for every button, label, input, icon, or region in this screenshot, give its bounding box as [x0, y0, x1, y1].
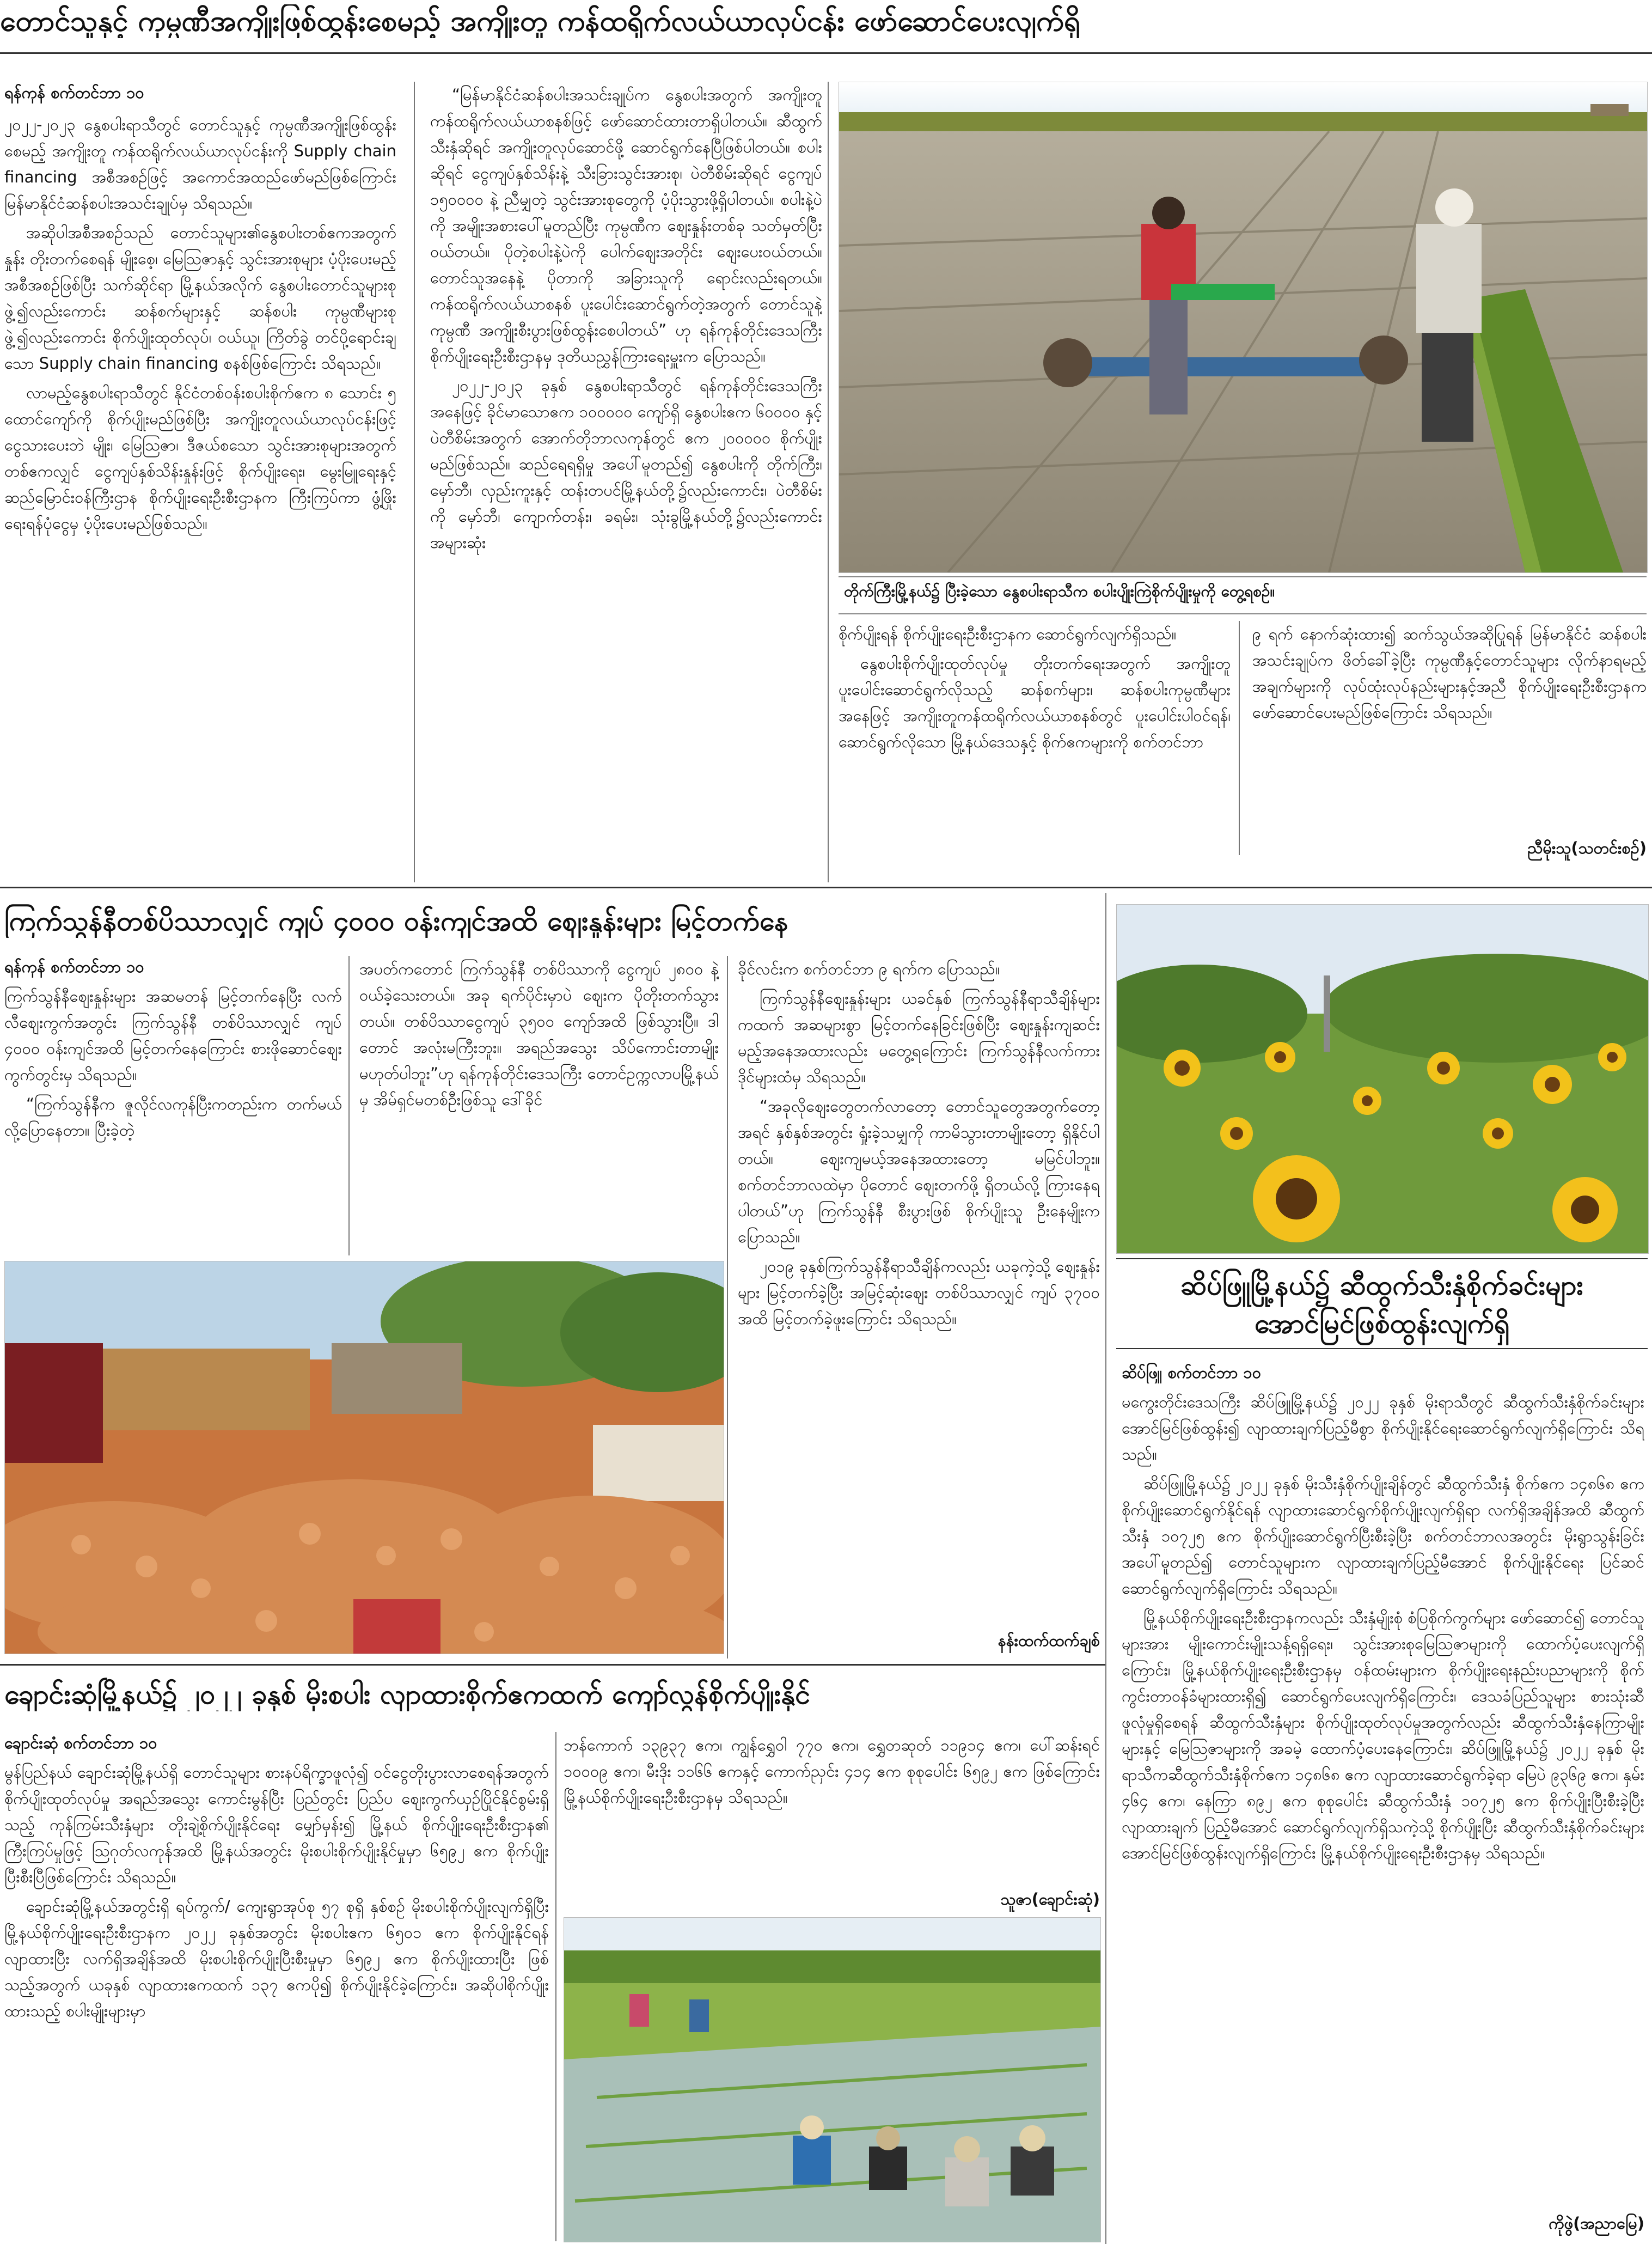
article4-paragraph: မွန်ပြည်နယ် ချောင်းဆုံမြို့နယ်ရှိ တောင်သူများ စားနပ်ရိက္ခာဖူလုံ၍ ဝင်ငွေတိုးပွားလာစေရန်အတွက် စိုက်ပျိုးထုတ်လုပ်မှု အရည်အသွေး ကောင်းမွန်ပြီး ပြည်တွင်း ပြည်ပ စျေးကွက်ယှဉ်ပြိုင်နိုင်စွမ်းရှိသည့် ကုန်ကြမ်းသီးနှံများ တိုးချဲ့စိုက်ပျိုးနိုင်ရေး မျှော်မှန်း၍ မြို့နယ် စိုက်ပျိုးရေးဦးစီးဌာန၏ ကြီးကြပ်မှုဖြင့် ဩဂုတ်လကုန်အထိ မြို့နယ်အတွင်း မိုးစပါးစိုက်ပျိုးနိုင်မှုမှာ ၆၅၉၂ ဧက စိုက်ပျိုးပြီးစီးပြီဖြစ်ကြောင်း သိရသည်။: [4, 1763, 549, 1886]
article2-column-2: [359, 956, 719, 1255]
article2-paragraph: အပတ်ကတောင် ကြက်သွန်နီ တစ်ပိဿာကို ငွေကျပ် ၂၈၀၀ နဲ့ ဝယ်ခဲ့သေးတယ်။ အခု ရက်ပိုင်းမှာပဲ စျေးက ပိုတိုးတက်သွားတယ်။ တစ်ပိဿာငွေကျပ် ၃၅၀၀ ကျော်အထိ ဖြစ်သွားပြီ။ ဒါတောင် အလုံးမကြီးဘူး။ အရည်အသွေး သိပ်ကောင်းတာမျိုး မဟုတ်ပါဘူး”ဟု ရန်ကုန်တိုင်းဒေသကြီး တောင်ဥက္ကလာပမြို့နယ်မှ အိမ်ရှင်မတစ်ဦးဖြစ်သူ ဒေါ်ခိုင်: [359, 960, 719, 1109]
article2-byline: နန်းထက်ထက်ချစ်: [998, 1631, 1100, 1650]
article2-column-1: [4, 983, 342, 1255]
article2-dateline: ရန်ကုန် စက်တင်ဘာ ၁၀: [4, 958, 144, 976]
rice-field-photo-caption: တိုက်ကြီးမြို့နယ်၌ ပြီးခဲ့သော နွေစပါးရာသီက စပါးပျိုးကြဲစိုက်ပျိုးမှုကို တွေ့ရစဉ်။: [844, 582, 1275, 600]
article4-byline: သူဇာ(ချောင်းဆုံ): [1000, 1890, 1100, 1908]
section-rule: [0, 1664, 1105, 1666]
article2-paragraph: ၂၀၁၉ ခုနှစ်ကြက်သွန်နီရာသီချိန်ကလည်း ယခုကဲ့သို့ စျေးနှုန်းများ မြင့်တက်ခဲ့ပြီး အမြင့်ဆုံးစျေး တစ်ပိဿာလျှင် ကျပ် ၃၇၀၀ အထိ မြင့်တက်ခဲ့ဖူးကြောင်း သိရသည်။: [738, 1257, 1100, 1328]
article1-column-2: [430, 82, 822, 882]
section-rule: [1116, 1348, 1648, 1349]
column-divider: [727, 956, 728, 1658]
article3-paragraph: မကွေးတိုင်းဒေသကြီး ဆိပ်ဖြူမြို့နယ်၌ ၂၀၂၂ ခုနှစ် မိုးရာသီတွင် ဆီထွက်သီးနှံစိုက်ခင်းများအောင်မြင်ဖြစ်ထွန်း၍ လျာထားချက်ပြည့်မီစွာ စိုက်ပျိုးနိုင်ရေးဆောင်ရွက်လျက်ရှိကြောင်း သိရသည်။: [1122, 1393, 1644, 1464]
article3-byline: ကိုဖွဲ(အညာမြေ): [1549, 2214, 1644, 2233]
article3-body: [1122, 1389, 1644, 2206]
article1-paragraph: ၂၀၂၂-၂၀၂၃ ခုနှစ် နွေစပါးရာသီတွင် ရန်ကုန်တိုင်းဒေသကြီးအနေဖြင့် ခိုင်မာသောဧက ၁၀၀၀၀၀ ကျော်ရှိ နွေစပါးဧက ၆၀၀၀၀ နှင့် ပဲတီစိမ်းအတွက် အောက်တိုဘာလကုန်တွင် ဧက ၂၀၀၀၀၀ စိုက်ပျိုးမည်ဖြစ်သည်။ ဆည်ရေရရှိမှု အပေါ်မူတည်၍ နွေစပါးကို တိုက်ကြီး၊ မှော်ဘီ၊ လှည်းကူးနှင့် ထန်းတပင်မြို့နယ်တို့၌လည်းကောင်း၊ ပဲတီစိမ်းကို မှော်ဘီ၊ ကျောက်တန်း၊ ခရမ်း၊ သုံးခွမြို့နယ်တို့၌လည်းကောင်း အများဆုံး: [430, 376, 822, 552]
article4-dateline: ချောင်းဆုံ စက်တင်ဘာ ၁၀: [4, 1734, 157, 1752]
page-divider: [1105, 893, 1106, 2244]
paddy-planting-photo: [564, 1917, 1101, 2242]
article1-headline: တောင်သူနှင့် ကုမ္ပဏီအကျိုးဖြစ်ထွန်းစေမည့် အကျိုးတူ ကန်ထရိုက်လယ်ယာလုပ်ငန်း ဖော်ဆောင်ပေးလျက်ရှိ: [0, 5, 1080, 38]
article3-paragraph: ဆိပ်ဖြူမြို့နယ်၌ ၂၀၂၂ ခုနှစ် မိုးသီးနှံစိုက်ပျိုးချိန်တွင် ဆီထွက်သီးနှံ စိုက်ဧက ၁၄၈၆၈ ဧက စိုက်ပျိုးဆောင်ရွက်နိုင်ရန် လျာထားဆောင်ရွက်စိုက်ပျိုးလျက်ရှိရာ လက်ရှိအချိန်အထိ ဆီထွက်သီးနှံ ၁၀၇၂၅ ဧက စိုက်ပျိုးဆောင်ရွက်ပြီးစီးခဲ့ပြီး စက်တင်ဘာလအတွင်း မိုးရွာသွန်းခြင်းအပေါ်မူတည်၍ တောင်သူများက လျာထားချက်ပြည့်မီအောင် စိုက်ပျိုးနိုင်ရေး ပြင်ဆင်ဆောင်ရွက်လျက်ရှိကြောင်း သိရသည်။: [1122, 1474, 1644, 1597]
column-divider: [555, 1732, 556, 2241]
article4-paragraph: ချောင်းဆုံမြို့နယ်အတွင်းရှိ ရပ်ကွက်/ ကျေးရွာအုပ်စု ၅၇ စုရှိ နှစ်စဉ် မိုးစပါးစိုက်ပျိုးလျက်ရှိပြီး မြို့နယ်စိုက်ပျိုးရေးဦးစီးဌာနက ၂၀၂၂ ခုနှစ်အတွင်း မိုးစပါးဧက ၆၅၀၁ ဧက စိုက်ပျိုးနိုင်ရန် လျာထားပြီး လက်ရှိအချိန်အထိ မိုးစပါးစိုက်ပျိုးပြီးစီးမှုမှာ ၆၅၉၂ ဧက စိုက်ပျိုးထားပြီး ဖြစ်သည့်အတွက် ယခုနှစ် လျာထားဧကထက် ၁၃၇ ဧကပို၍ စိုက်ပျိုးနိုင်ခဲ့ကြောင်း၊ အဆိုပါစိုက်ပျိုးထားသည့် စပါးမျိုးများမှာ: [4, 1897, 549, 2020]
article2-paragraph: “အခုလိုစျေးတွေတက်လာတော့ တောင်သူတွေအတွက်တော့ အရင် နှစ်နှစ်အတွင်း ရှုံးခဲ့သမျှကို ကာမိသွားတာမျိုးတော့ ရှိနိုင်ပါတယ်။ စျေးကျမယ့်အနေအထားတော့ မမြင်ပါဘူး။ စက်တင်ဘာလထဲမှာ ပိုတောင် စျေးတက်ဖို့ ရှိတယ်လို့ ကြားနေရပါတယ်”ဟု ကြက်သွန်နီ စီးပွားဖြစ် စိုက်ပျိုးသူ ဦးနေမျိုးက ပြောသည်။: [738, 1097, 1100, 1246]
sunflower-field-photo: [1116, 904, 1649, 1254]
article3-headline-line-2: အောင်မြင်ဖြစ်ထွန်းလျက်ရှိ: [1254, 1308, 1510, 1339]
article1-paragraph: နွေစပါးစိုက်ပျိုးထုတ်လုပ်မှု တိုးတက်ရေးအတွက် အကျိုးတူပူးပေါင်းဆောင်ရွက်လိုသည့် ဆန်စက်များ၊ ဆန်စပါးကုမ္ပဏီများအနေဖြင့် အကျိုးတူကန်ထရိုက်လယ်ယာစနစ်တွင် ပူးပေါင်းပါဝင်ရန်၊ ဆောင်ရွက်လိုသော မြို့နယ်ဒေသနှင့် စိုက်ဧကများကို စက်တင်ဘာ: [839, 654, 1231, 751]
rice-field-photo: [839, 82, 1648, 573]
article1-byline: ညီမိုးသူ(သတင်းစဉ်): [1527, 839, 1647, 857]
article4-headline: ချောင်းဆုံမြို့နယ်၌ ၂၀၂၂ ခုနှစ် မိုးစပါး လျာထားစိုက်ဧကထက် ကျော်လွန်စိုက်ပျိုးနိုင်: [4, 1679, 811, 1710]
article1-dateline: ရန်ကုန် စက်တင်ဘာ ၁၀: [4, 83, 144, 102]
article2-paragraph: ကြက်သွန်နီစျေးနှုန်းများ ယခင်နှစ် ကြက်သွန်နီရာသီချိန်များကထက် အဆများစွာ မြင့်တက်နေခြင်းဖြစ်ပြီး စျေးနှုန်းကျဆင်းမည့်အနေအထားလည်း မတွေ့ရကြောင်း ကြက်သွန်နီလက်ကားဒိုင်များထံမှ သိရသည်။: [738, 989, 1100, 1086]
column-divider: [414, 82, 415, 882]
article1-column-3: [839, 621, 1231, 855]
section-rule: [0, 887, 1652, 888]
article1-paragraph: “မြန်မာနိုင်ငံဆန်စပါးအသင်းချုပ်က နွေစပါးအတွက် အကျိုးတူကန်ထရိုက်လယ်ယာစနစ်ဖြင့် ဖော်ဆောင်ထားတာရှိပါတယ်။ ဆီထွက်သီးနှံဆိုရင် အကျိုးတူလုပ်ဆောင်ဖို့ ဆောင်ရွက်နေပြီဖြစ်ပါတယ်။ စပါးဆိုရင် ငွေကျပ်နှစ်သိန်းနဲ့ သီးခြားသွင်းအားစု၊ ပဲတီစိမ်းဆိုရင် ငွေကျပ် ၁၅၀၀၀၀ နဲ့ ညီမျှတဲ့ သွင်းအားစုတွေကို ပံ့ပိုးသွားဖို့ရှိပါတယ်။ စပါးနဲ့ပဲကို အမျိုးအစားပေါ်မူတည်ပြီး ကုမ္ပဏီက စျေးနှုန်းတစ်ခု သတ်မှတ်ပြီးဝယ်တယ်။ ပိုတဲ့စပါးနဲ့ပဲကို ပေါက်စျေးအတိုင်း စျေးပေးဝယ်တယ်။ တောင်သူအနေနဲ့ ပိုတာကို အခြားသူကို ရောင်းလည်းရတယ်။ ကန်ထရိုက်လယ်ယာစနစ် ပူးပေါင်းဆောင်ရွက်တဲ့အတွက် တောင်သူနဲ့ ကုမ္ပဏီ အကျိုးစီးပွားဖြစ်ထွန်းစေပါတယ်” ဟု ရန်ကုန်တိုင်းဒေသကြီး စိုက်ပျိုးရေးဦးစီးဌာနမှ ဒုတိယညွှန်ကြားရေးမှူးက ပြောသည်။: [430, 86, 822, 365]
article1-paragraph: စိုက်ပျိုးရန် စိုက်ပျိုးရေးဦးစီးဌာနက ဆောင်ရွက်လျက်ရှိသည်။: [839, 625, 1177, 643]
headline-rule: [0, 52, 1652, 54]
article4-paragraph: ဘန်ကောက် ၁၃၉၃၇ ဧက၊ ကျွန်ရွှေဝါ ၇၇၀ ဧက၊ ရွှေတဆုတ် ၁၁၉၁၄ ဧက၊ ပေါ်ဆန်းရင် ၁၀၀၀၉ ဧက၊ မီးဒိုး ၁၁၆၆ ဧကနှင့် ကောက်ညှင်း ၄၁၄ ဧက စုစုပေါင်း ၆၅၉၂ ဧက ဖြစ်ကြောင်း မြို့နယ်စိုက်ပျိုးရေးဦးစီးဌာနမှ သိရသည်။: [564, 1736, 1100, 1807]
column-divider: [348, 956, 350, 1255]
photo-caption-box: [839, 576, 1647, 614]
article3-headline-line-1: ဆိပ်ဖြူမြို့နယ်၌ ဆီထွက်သီးနှံစိုက်ခင်းများ: [1180, 1270, 1584, 1301]
article2-paragraph: ခိုင်လင်းက စက်တင်ဘာ ၉ ရက်က ပြောသည်။: [738, 960, 1000, 978]
article1-paragraph: ၂၀၂၂-၂၀၂၃ နွေစပါးရာသီတွင် တောင်သူနှင့် ကုမ္ပဏီအကျိုးဖြစ်ထွန်းစေမည့် အကျိုးတူ ကန်ထရိုက်လယ်ယာလုပ်ငန်းကို Supply chain financing အစီအစဉ်ဖြင့် အကောင်အထည်ဖော်မည်ဖြစ်ကြောင်း မြန်မာနိုင်ငံဆန်စပါးအသင်းချုပ်မှ သိရသည်။: [4, 115, 396, 212]
column-divider: [1239, 621, 1240, 855]
article1-paragraph: လာမည့်နွေစပါးရာသီတွင် နိုင်ငံတစ်ဝန်းစပါးစိုက်ဧက ၈ သောင်း ၅ ထောင်ကျော်ကို စိုက်ပျိုးမည်ဖြစ်ပြီး အကျိုးတူလယ်ယာလုပ်ငန်းဖြင့် ငွေသားပေးဘဲ မျိုး၊ မြေသြဇာ၊ ဒီဇယ်စသော သွင်းအားစုများအတွက် တစ်ဧကလျှင် ငွေကျပ်နှစ်သိန်းနှုန်းဖြင့် စိုက်ပျိုးရေး၊ မွေးမြူရေးနှင့် ဆည်မြောင်းဝန်ကြီးဌာန စိုက်ပျိုးရေးဦးစီးဌာနက ကြီးကြပ်ကာ ဖွံ့ဖြိုးရေးရန်ပုံငွေမှ ပံ့ပိုးပေးမည်ဖြစ်သည်။: [4, 383, 396, 533]
article3-paragraph: မြို့နယ်စိုက်ပျိုးရေးဦးစီးဌာနကလည်း သီးနှံမျိုးစုံ စံပြစိုက်ကွက်များ ဖော်ဆောင်၍ တောင်သူများအား မျိုးကောင်းမျိုးသန့်ရရှိရေး၊ သွင်းအားစုမြေသြဇာများကို ထောက်ပံ့ပေးလျက်ရှိကြောင်း၊ မြို့နယ်စိုက်ပျိုးရေးဦးစီးဌာနမှ ဝန်ထမ်းများက စိုက်ပျိုးရေးနည်းပညာများကို စိုက်ကွင်းတာဝန်ခံများထားရှိ၍ ဆောင်ရွက်ပေးလျက်ရှိကြောင်း၊ ဒေသခံပြည်သူများ စားသုံးဆီဖူလုံမှုရှိစေရန် ဆီထွက်သီးနှံများ စိုက်ပျိုးထုတ်လုပ်မှုအတွက်လည်း ဆီထွက်သီးနှံနေကြာမျိုးများနှင့် မြေသြဇာများကို အခမဲ့ ထောက်ပံ့ပေးနေကြောင်း၊ ဆိပ်ဖြူမြို့နယ်၌ ၂၀၂၂ ခုနှစ် မိုးရာသီကဆီထွက်သီးနှံစိုက်ဧက ၁၄၈၆၈ ဧက လျာထားဆောင်ရွက်ခဲ့ရာ မြေပဲ ၉၃၆၉ ဧက၊ နှမ်း ၄၆၄ ဧက၊ နေကြာ ၈၉၂ ဧက စုစုပေါင်း ဆီထွက်သီးနှံ ၁၀၇၂၅ ဧက စိုက်ပျိုးပြီးစီးခဲ့ပြီး လျာထားချက် ပြည့်မီအောင် ဆောင်ရွက်လျက်ရှိသကဲ့သို့ စိုက်ပျိုးပြီး ဆီထွက်သီးနှံစိုက်ခင်းများ အောင်မြင်ဖြစ်ထွန်းလျက်ရှိကြောင်း မြို့နယ်စိုက်ပျိုးရေးဦးစီးဌာနမှ သိရသည်။: [1122, 1608, 1644, 1862]
article1-paragraph: အဆိုပါအစီအစဉ်သည် တောင်သူများ၏နွေစပါးတစ်ဧကအတွက်နှုန်း တိုးတက်စေရန် မျိုးစေ့၊ မြေသြဇာနှင့် သွင်းအားစုများ ပံ့ပိုးပေးမည့်အစီအစဉ်ဖြစ်ပြီး သက်ဆိုင်ရာ မြို့နယ်အလိုက် နွေစပါးတောင်သူများစုဖွဲ့၍လည်းကောင်း ဆန်စက်များနှင့် ဆန်စပါး ကုမ္ပဏီများစုဖွဲ့၍လည်းကောင်း စိုက်ပျိုးထုတ်လုပ်၊ ဝယ်ယူ၊ ကြိတ်ခွဲ တင်ပို့ရောင်းချသော Supply chain financing စနစ်ဖြစ်ကြောင်း သိရသည်။: [4, 223, 396, 373]
article2-column-3: [738, 956, 1100, 1631]
article2-headline: ကြက်သွန်နီတစ်ပိဿာလျှင် ကျပ် ၄၀၀၀ ဝန်းကျင်အထိ စျေးနှုန်းများ မြင့်တက်နေ: [4, 905, 788, 937]
article3-dateline: ဆိပ်ဖြူ စက်တင်ဘာ ၁၀: [1122, 1363, 1262, 1382]
onion-market-photo: [4, 1261, 724, 1654]
column-divider: [828, 82, 829, 882]
article4-column-2: [564, 1732, 1100, 1885]
article1-column-1: [4, 112, 396, 882]
article4-column-1: [4, 1759, 549, 2241]
article2-paragraph: “ကြက်သွန်နီက ဇူလိုင်လကုန်ပြီးကတည်းက တက်မယ်လို့ပြောနေတာ။ ပြီးခဲ့တဲ့: [4, 1095, 342, 1139]
article1-paragraph: ၉ ရက် နောက်ဆုံးထား၍ ဆက်သွယ်အဆိုပြုရန် မြန်မာနိုင်ငံ ဆန်စပါးအသင်းချုပ်က ဖိတ်ခေါ်ခဲ့ပြီး ကုမ္ပဏီနှင့်တောင်သူများ လိုက်နာရမည့် အချက်များကို လုပ်ထုံးလုပ်နည်းများနှင့်အညီ စိုက်ပျိုးရေးဦးစီးဌာနက ဖော်ဆောင်ပေးမည်ဖြစ်ကြောင်း သိရသည်။: [1252, 625, 1647, 722]
article1-column-4: [1252, 621, 1647, 828]
article3-headline: [1116, 1266, 1648, 1343]
section-rule: [1116, 1258, 1648, 1259]
article2-paragraph: ကြက်သွန်နီစျေးနှုန်းများ အဆမတန် မြင့်တက်နေပြီး လက်လီစျေးကွက်အတွင်း ကြက်သွန်နီ တစ်ပိဿာလျှင် ကျပ် ၄၀၀၀ ဝန်းကျင်အထိ မြင့်တက်နေကြောင်း စားဖိုဆောင်စျေးကွက်တွင်းမှ သိရသည်။: [4, 987, 342, 1084]
